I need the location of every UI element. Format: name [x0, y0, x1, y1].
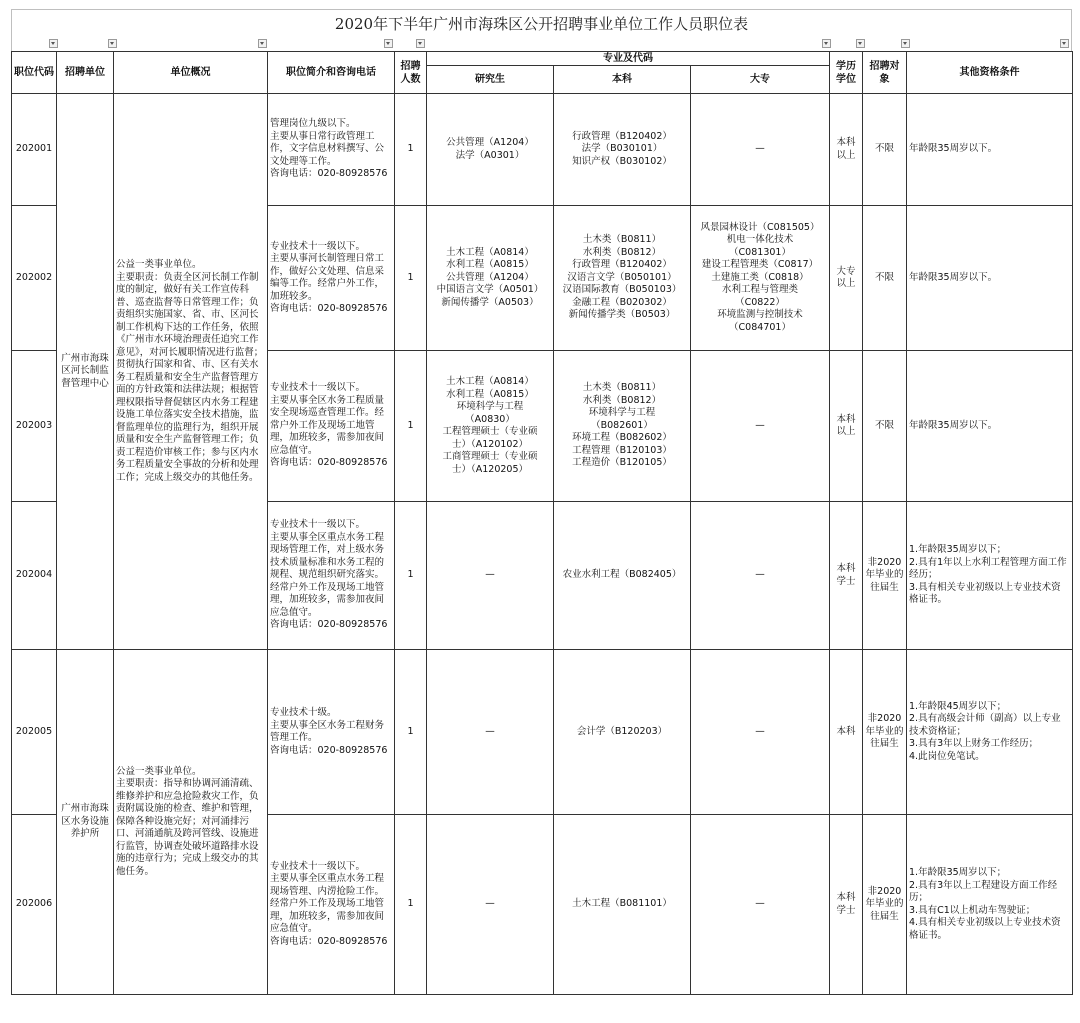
graduate-majors	[427, 94, 554, 206]
undergraduate-majors-item: 工程造价（B120105）	[572, 457, 672, 469]
target-group: 不限	[863, 206, 907, 351]
unit-overview-line: 公益一类事业单位。	[116, 259, 202, 270]
job-intro-line: 主要从事全区水务工程财务管理工作。	[270, 719, 385, 743]
college-majors	[691, 351, 830, 502]
filter-dropdown-icon[interactable]	[384, 39, 393, 48]
job-intro-line: 咨询电话：020-80928576	[270, 303, 388, 314]
table-row	[12, 650, 1073, 815]
filter-row	[11, 38, 1072, 51]
unit-overview	[114, 650, 268, 995]
graduate-majors	[427, 815, 554, 995]
header-college: 大专	[691, 66, 830, 94]
job-intro-line: 专业技术十一级以下。	[270, 519, 366, 531]
undergraduate-majors-item: 行政管理（B120402）	[572, 259, 672, 271]
other-requirements	[907, 351, 1073, 502]
college-majors-item: 水利工程与管理类	[722, 284, 799, 296]
college-majors-item: 风景园林设计（C081505）	[700, 221, 820, 233]
undergraduate-majors-item: 环境科学与工程	[588, 407, 656, 419]
other-requirements-item: 3.具有相关专业初级以上专业技术资格证书。	[909, 581, 1061, 606]
graduate-majors-item: 水利工程（A0815）	[446, 259, 534, 271]
job-intro-line: 专业技术十一级以下。	[270, 860, 366, 872]
college-majors-item: —	[755, 419, 765, 431]
graduate-majors-item: （A0830）	[465, 413, 515, 425]
undergraduate-majors-item: 农业水利工程（B082405）	[562, 569, 682, 581]
header-undergraduate: 本科	[554, 66, 691, 94]
header-degree: 学历学位	[830, 52, 863, 94]
undergraduate-majors-item: 环境工程（B082602）	[572, 432, 672, 444]
undergraduate-majors-item: 水利类（B0812）	[582, 246, 662, 258]
other-requirements-item: 3.具有3年以上财务工作经历；	[909, 738, 1039, 750]
unit-overview-line: 公益一类事业单位。	[116, 765, 202, 777]
job-table	[11, 51, 1073, 995]
other-requirements-item: 1.年龄限35周岁以下；	[909, 867, 1007, 878]
undergraduate-majors	[554, 94, 691, 206]
hire-count: 1	[395, 206, 427, 351]
college-majors-item: 土建施工类（C0818）	[711, 271, 809, 283]
college-majors	[691, 206, 830, 351]
undergraduate-majors-item: 汉语言文学（B050101）	[567, 271, 677, 283]
degree-req: 本科学士	[830, 815, 863, 995]
filter-dropdown-icon[interactable]	[258, 39, 267, 48]
unit-overview	[114, 94, 268, 650]
unit-overview-line: 主要职责：指导和协调河涌清疏、维修养护和应急抢险救灾工作，负责附属设施的检查、维护和管理，保障各种设施完好；对河涌排污口、河涌通航及跨河管线、设施进行监管，协调查处破坏道路排水设施的违章行为；完成上级交办的其他任务。	[116, 778, 259, 877]
job-intro-line: 管理岗位九级以下。	[270, 118, 356, 130]
header-overview: 单位概况	[114, 52, 268, 94]
graduate-majors-item: 新闻传播学（A0503）	[441, 296, 539, 308]
filter-dropdown-icon[interactable]	[416, 39, 425, 48]
job-intro	[268, 351, 395, 502]
undergraduate-majors-item: 法学（B030101）	[581, 143, 663, 155]
job-intro	[268, 206, 395, 351]
job-intro-line: 咨询电话：020-80928576	[270, 935, 388, 947]
other-requirements	[907, 206, 1073, 351]
college-majors-item: —	[755, 898, 765, 910]
other-requirements-item: 年龄限35周岁以下。	[909, 271, 998, 283]
job-intro-line: 咨询电话：020-80928576	[270, 619, 388, 631]
other-requirements-item: 4.具有相关专业初级以上专业技术资格证书。	[909, 917, 1061, 941]
header-code: 职位代码	[12, 52, 57, 94]
hire-count: 1	[395, 94, 427, 206]
undergraduate-majors-item: 工程管理（B120103）	[572, 444, 672, 456]
graduate-majors-item: 公共管理（A1204）	[446, 271, 534, 283]
undergraduate-majors-item: 行政管理（B120402）	[572, 130, 672, 142]
college-majors	[691, 815, 830, 995]
graduate-majors-item: 水利工程（A0815）	[446, 388, 534, 400]
college-majors-item: —	[755, 569, 765, 581]
graduate-majors-item: —	[485, 569, 495, 581]
job-code: 202005	[12, 650, 57, 815]
target-group: 非2020年毕业的往届生	[863, 815, 907, 995]
hire-count: 1	[395, 502, 427, 650]
graduate-majors-item: 土木工程（A0814）	[446, 246, 534, 258]
undergraduate-majors-item: 土木类（B0811）	[582, 234, 662, 246]
graduate-majors	[427, 502, 554, 650]
header-target: 招聘对象	[863, 52, 907, 94]
graduate-majors	[427, 351, 554, 502]
job-code: 202006	[12, 815, 57, 995]
job-intro-line: 咨询电话：020-80928576	[270, 457, 388, 469]
graduate-majors-item: 环境科学与工程	[456, 401, 524, 412]
job-intro-line: 咨询电话：020-80928576	[270, 168, 388, 180]
target-group: 不限	[863, 94, 907, 206]
undergraduate-majors	[554, 815, 691, 995]
undergraduate-majors	[554, 206, 691, 351]
other-requirements-item: 4.此岗位免笔试。	[909, 750, 985, 762]
undergraduate-majors	[554, 650, 691, 815]
undergraduate-majors-item: 会计学（B120203）	[576, 725, 668, 737]
header-graduate: 研究生	[427, 66, 554, 94]
job-intro-line: 主要从事全区重点水务工程现场管理工作，对上级水务技术质量标准和水务工程的规程、规范组织研究落实。经常户外工作及现场工地管理，加班较多，需参加夜间应急值守。	[270, 531, 385, 618]
other-requirements-item: 1.年龄限35周岁以下；	[909, 544, 1007, 556]
college-majors-item: —	[755, 725, 765, 737]
unit-name: 广州市海珠区水务设施养护所	[57, 650, 114, 995]
other-requirements-item: 年龄限35周岁以下。	[909, 419, 998, 431]
header-unit: 招聘单位	[57, 52, 114, 94]
job-code: 202001	[12, 94, 57, 206]
graduate-majors-item: 工程管理硕士（专业硕	[442, 426, 538, 437]
college-majors	[691, 94, 830, 206]
target-group: 非2020年毕业的往届生	[863, 650, 907, 815]
undergraduate-majors-item: （B082601）	[591, 419, 653, 431]
college-majors	[691, 502, 830, 650]
college-majors-item: 环境监测与控制技术	[717, 309, 803, 321]
college-majors-item: （C084701）	[729, 321, 791, 333]
other-requirements	[907, 815, 1073, 995]
job-code: 202002	[12, 206, 57, 351]
undergraduate-majors-item: 金融工程（B020302）	[572, 296, 672, 308]
header-intro: 职位简介和咨询电话	[268, 52, 395, 94]
filter-dropdown-icon[interactable]	[49, 39, 58, 48]
unit-name: 广州市海珠区河长制监督管理中心	[57, 94, 114, 650]
unit-overview-line: 主要职责：负责全区河长制工作制度的制定，做好有关工作宣传科普、巡查监督等日常管理工作；负责组织实施国家、省、市、区河长制工作机构下达的工作任务，依照《广州市水环境治理责任追究工作意见》，对河长履职情况进行监督；贯彻执行国家和省、市、区有关水务工程质量和安全生产监督管理方面的方针政策和法律法规；根据管理权限指导督促辖区内水务工程建设施工单位落实安全技术措施，监督监理单位的监理行为，组织开展质量和安全生产监督管理工作；负责工程造价审核工作；参与区内水务工程质量安全事故的分析和处理工作；完成上级交办的其他任务。	[116, 271, 264, 483]
target-group: 非2020年毕业的往届生	[863, 502, 907, 650]
undergraduate-majors-item: 知识产权（B030102）	[572, 155, 672, 167]
job-intro-line: 专业技术十级。	[270, 707, 337, 718]
other-requirements-item: 年龄限35周岁以下。	[909, 143, 998, 155]
spreadsheet	[11, 9, 1072, 1012]
graduate-majors	[427, 650, 554, 815]
other-requirements-item: 2.具有高级会计师（副高）以上专业技术资格证；	[909, 713, 1061, 737]
undergraduate-majors-item: 土木工程（B081101）	[572, 898, 672, 910]
job-code: 202004	[12, 502, 57, 650]
graduate-majors-item: —	[485, 725, 495, 737]
job-intro	[268, 94, 395, 206]
undergraduate-majors-item: 新闻传播学类（B0503）	[568, 309, 676, 321]
graduate-majors-item: 工商管理硕士（专业硕	[442, 451, 538, 462]
job-intro-line: 主要从事河长制管理日常工作，做好公文处理、信息采编等工作。经常户外工作，加班较多。	[270, 253, 385, 302]
other-requirements	[907, 650, 1073, 815]
job-intro-line: 专业技术十一级以下。	[270, 240, 366, 252]
undergraduate-majors	[554, 502, 691, 650]
graduate-majors-item: 中国语言文学（A0501）	[436, 284, 544, 296]
graduate-majors-item: 法学（A0301）	[455, 149, 525, 161]
college-majors-item: 机电一体化技术	[726, 234, 794, 246]
undergraduate-majors-item: 水利类（B0812）	[582, 394, 662, 406]
filter-dropdown-icon[interactable]	[901, 39, 910, 48]
graduate-majors-item: 土木工程（A0814）	[446, 376, 534, 387]
graduate-majors-item: 士）（A120205）	[451, 463, 528, 475]
hire-count: 1	[395, 650, 427, 815]
filter-dropdown-icon[interactable]	[856, 39, 865, 48]
job-code: 202003	[12, 351, 57, 502]
job-intro-line: 主要从事全区水务工程质量安全现场巡查管理工作。经常户外工作及现场工地管理，加班较多，需参加夜间应急值守。	[270, 394, 385, 456]
table-row	[12, 94, 1073, 206]
undergraduate-majors-item: 汉语国际教育（B050103）	[562, 284, 682, 296]
other-requirements-item: 1.年龄限45周岁以下；	[909, 700, 1007, 712]
college-majors	[691, 650, 830, 815]
graduate-majors-item: 公共管理（A1204）	[446, 137, 534, 148]
job-intro	[268, 815, 395, 995]
college-majors-item: 建设工程管理类（C0817）	[701, 259, 819, 271]
degree-req: 大专以上	[830, 206, 863, 351]
job-intro-line: 专业技术十一级以下。	[270, 382, 366, 394]
filter-dropdown-icon[interactable]	[108, 39, 117, 48]
college-majors-item: —	[755, 143, 765, 155]
job-intro-line: 主要从事日常行政管理工作，文字信息材料撰写、公文处理等工作。	[270, 130, 385, 167]
job-intro-line: 咨询电话：020-80928576	[270, 744, 388, 756]
hire-count: 1	[395, 351, 427, 502]
header-other: 其他资格条件	[907, 52, 1073, 94]
job-intro-line: 主要从事全区重点水务工程现场管理、内涝抢险工作。经常户外工作及现场工地管理，加班较多，需参加夜间应急值守。	[270, 873, 385, 935]
job-intro	[268, 650, 395, 815]
undergraduate-majors	[554, 351, 691, 502]
job-intro	[268, 502, 395, 650]
other-requirements-item: 2.具有1年以上水利工程管理方面工作经历；	[909, 556, 1067, 581]
college-majors-item: （C0822）	[735, 296, 785, 308]
table-title: 2020年下半年广州市海珠区公开招聘事业单位工作人员职位表	[11, 9, 1072, 38]
filter-dropdown-icon[interactable]	[822, 39, 831, 48]
other-requirements-item: 3.具有C1以上机动车驾驶证；	[909, 904, 1036, 916]
target-group: 不限	[863, 351, 907, 502]
other-requirements	[907, 94, 1073, 206]
graduate-majors-item: 士）（A120102）	[451, 438, 528, 450]
filter-dropdown-icon[interactable]	[1060, 39, 1069, 48]
graduate-majors-item: —	[485, 898, 495, 910]
undergraduate-majors-item: 土木类（B0811）	[582, 382, 662, 394]
degree-req: 本科学士	[830, 502, 863, 650]
college-majors-item: （C081301）	[729, 246, 791, 258]
other-requirements-item: 2.具有3年以上工程建设方面工作经历；	[909, 879, 1058, 903]
header-major-group: 专业及代码	[427, 52, 830, 66]
degree-req: 本科	[830, 650, 863, 815]
degree-req: 本科以上	[830, 351, 863, 502]
graduate-majors	[427, 206, 554, 351]
other-requirements	[907, 502, 1073, 650]
hire-count: 1	[395, 815, 427, 995]
degree-req: 本科以上	[830, 94, 863, 206]
header-count: 招聘人数	[395, 52, 427, 94]
